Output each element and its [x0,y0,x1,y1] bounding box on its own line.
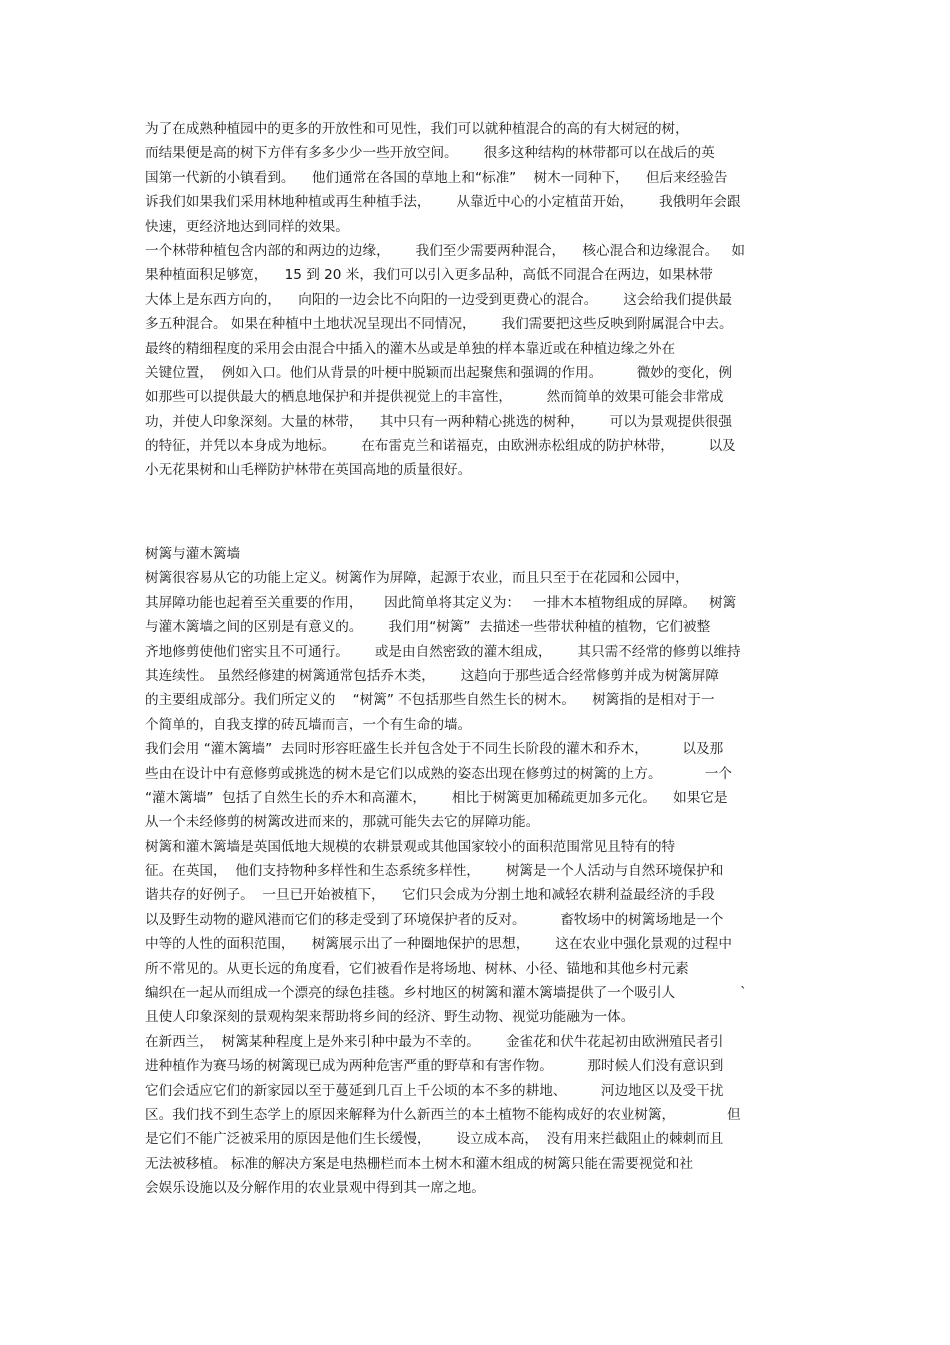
text-line: 如那些可以提供最大的栖息地保护和并提供视觉上的丰富性， 然而简单的效果可能会非常成 [145,389,724,406]
text-line: 树篱和灌木篱墙是英国低地大规模的农耕景观或其他国家较小的面积范围常见且特有的特 [145,838,676,855]
text-line: 为了在成熟种植园中的更多的开放性和可见性，我们可以就种植混合的高的有大树冠的树， [145,121,689,137]
text-line: 它们会适应它们的新家园以至于蔓延到几百上千公顷的本不多的耕地、 河边地区以及受干扰 [145,1082,724,1099]
text-line: “灌木篱墙” 包括了自然生长的乔木和高灌木， 相比于树篱更加稀疏更加多元化。 如果它是 [145,789,728,806]
text-line: 会娱乐设施以及分解作用的农业景观中得到其一席之地。 [145,1180,485,1197]
text-line: 在新西兰， 树篱某种程度上是外来引种中最为不幸的。 金雀花和伏牛花起初由欧洲殖民者引 [145,1033,724,1050]
text-line: 些由在设计中有意修剪或挑选的树木是它们以成熟的姿态出现在修剪过的树篱的上方。 一个 [145,765,732,782]
text-line: 功，并使人印象深刻。大量的林带， 其中只有一两种精心挑选的树种， 可以为景观提供很强 [145,413,732,430]
text-line: 征。在英国， 他们支持物种多样性和生态系统多样性， 树篱是一个人活动与自然环境保护和 [145,863,724,880]
text-line: 中等的人性的面积范围， 树篱展示出了一种圈地保护的思想， 这在农业中强化景观的过程中 [145,936,732,953]
text-line: 大体上是东西方向的， 向阳的一边会比不向阳的一边受到更费心的混合。 这会给我们提供最 [145,291,732,308]
text-line: 的主要组成部分。我们所定义的 “树篱” 不包括那些自然生长的树木。 树篱指的是相对于一 [145,692,715,709]
text-line: 所不常见的。从更长远的角度看，它们被看作是将场地、树林、小径、锚地和其他乡村元素 [145,960,689,977]
text-line: 多五种混合。 如果在种植中土地状况呈现出不同情况， 我们需要把这些反映到附属混合中去。 [145,316,733,333]
text-line: 诉我们如果我们采用林地种植或再生种植手法， 从靠近中心的小定植苗开始， 我俄明年会跟 [145,194,741,211]
text-line: 编织在一起从而组成一个漂亮的绿色挂毯。乡村地区的树篱和灌木篱墙提供了一个吸引人 ` [145,985,747,1002]
text-line: 树篱很容易从它的功能上定义。树篱作为屏障，起源于农业，而且只至于在花园和公园中， [145,570,689,587]
text-line: 关键位置， 例如入口。他们从背景的叶梗中脱颖而出起聚焦和强调的作用。 微妙的变化，例 [145,364,732,381]
text-line: 我们会用 “灌木篱墙” 去同时形容旺盛生长并包含处于不同生长阶段的灌木和乔木， 以及那 [145,741,724,758]
text-line: 进种植作为赛马场的树篱现已成为两种危害严重的野草和有害作物。 那时候人们没有意识到 [145,1058,724,1075]
section-heading: 树篱与灌木篱墙 [145,546,241,562]
text-line: 而结果便是高的树下方伴有多多少少一些开放空间。 很多这种结构的林带都可以在战后的英 [145,145,715,162]
text-line: 区。我们找不到生态学上的原因来解释为什么新西兰的本土植物不能构成好的农业树篱， 但 [145,1106,741,1123]
text-line: 其连续性。 虽然经修建的树篱通常包括乔木类， 这趋向于那些适合经常修剪并成为树篱屏障 [145,667,719,684]
text-line: 一个林带种植包含内部的和两边的边缘， 我们至少需要两种混合， 核心混合和边缘混合。 如 [145,242,745,259]
text-line: 最终的精细程度的采用会由混合中插入的灌木丛或是单独的样本靠近或在种植边缘之外在 [145,340,676,357]
text-line: 快速，更经济地达到同样的效果。 [145,218,349,235]
text-line: 果种植面积足够宽， 15 到 20 米，我们可以引入更多品种，高低不同混合在两边，如果林带 [145,267,713,284]
text-line: 齐地修剪使他们密实且不可通行。 或是由自然密致的灌木组成， 其只需不经常的修剪以维持 [145,643,741,660]
text-line: 且使人印象深刻的景观构架来帮助将乡间的经济、野生动物、视觉功能融为一体。 [145,1009,635,1026]
text-line: 是它们不能广泛被采用的原因是他们生长缓慢， 设立成本高， 没有用来拦截阻止的棘刺而且 [145,1131,724,1148]
text-line: 国第一代新的小镇看到。 他们通常在各国的草地上和“标准” 树木一同种下， 但后来经验告 [145,169,728,186]
text-line: 个简单的，自我支撑的砖瓦墙而言，一个有生命的墙。 [145,716,472,733]
text-line: 谐共存的好例子。 一旦已开始被植下， 它们只会成为分割土地和减轻农耕利益最经济的手段 [145,887,715,904]
text-line: 从一个未经修剪的树篱改进而来的，那就可能失去它的屏障功能。 [145,814,540,831]
paragraph-shelterbelt [145,117,810,483]
text-line: 小无花果树和山毛榉防护林带在英国高地的质量很好。 [145,462,472,479]
text-line: 与灌木篱墙之间的区别是有意义的。 我们用“树篱” 去描述一些带状种植的植物，它们被整 [145,619,711,636]
text-line: 以及野生动物的避风港而它们的移走受到了环境保护者的反对。 畜牧场中的树篱场地是一个 [145,911,724,928]
text-line: 的特征，并凭以本身成为地标。 在布雷克兰和诺福克，由欧洲赤松组成的防护林带， 以及 [145,438,736,455]
text-line: 无法被移植。 标准的解决方案是电热栅栏而本土树木和灌木组成的树篱只能在需要视觉和社 [145,1155,694,1172]
text-line: 其屏障功能也起着至关重要的作用， 因此简单将其定义为： 一排木本植物组成的屏障。 树篱 [145,594,737,611]
section-hedges [145,542,810,1201]
